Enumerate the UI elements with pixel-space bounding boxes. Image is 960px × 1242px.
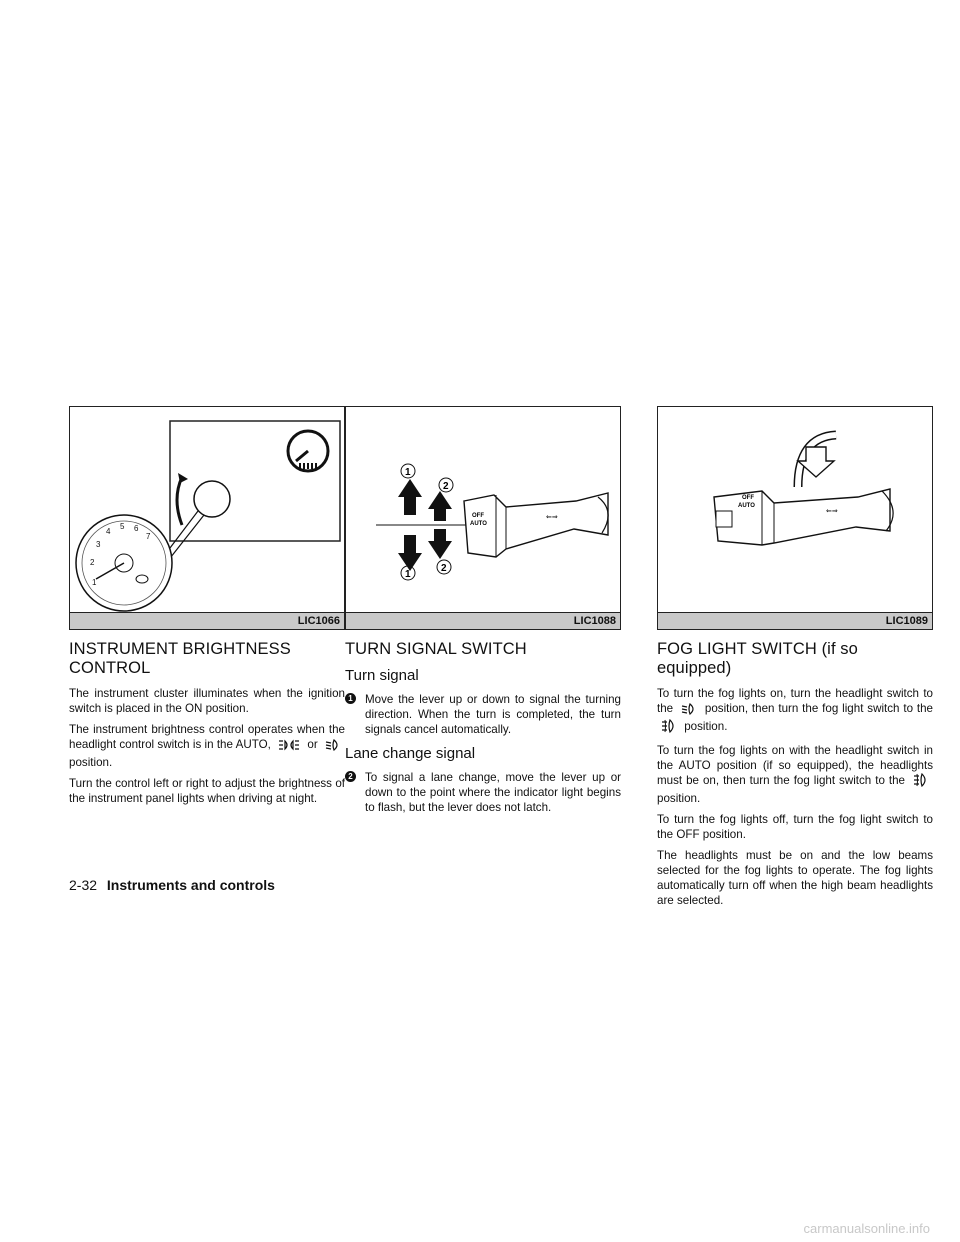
- lever-off-label: OFF: [742, 495, 754, 501]
- figure-instrument-brightness: [69, 406, 345, 630]
- watermark: carmanualsonline.info: [803, 1221, 930, 1236]
- page-footer: [69, 877, 275, 893]
- paragraph: Turn the control left or right to adjust the brightness of the instrument panel lights when driving at night.: [69, 777, 345, 805]
- paragraph: To turn the fog lights off, turn the fog light switch to the OFF position.: [657, 813, 933, 841]
- lever-auto-label: AUTO: [470, 521, 487, 527]
- step-2: 2 To signal a lane change, move the lever up or down to the point where the indicator light begins to flash, but the lever does not latch.: [345, 770, 621, 815]
- svg-text:7: 7: [146, 532, 151, 541]
- step-number-badge: 2: [345, 771, 356, 782]
- figure-fog-light: [657, 406, 933, 630]
- svg-text:⇐⇒: ⇐⇒: [546, 514, 558, 521]
- step-1: 1 Move the lever up or down to signal the turning direction. When the turn is completed, the turn signals cancel automatically.: [345, 692, 621, 737]
- low-beam-icon: [680, 703, 698, 719]
- svg-text:5: 5: [120, 522, 125, 531]
- paragraph: The instrument cluster illuminates when the ignition switch is placed in the ON position.: [69, 687, 345, 715]
- svg-text:⇐⇒: ⇐⇒: [826, 508, 838, 515]
- figure-code: LIC1066: [70, 612, 344, 629]
- section-title: FOG LIGHT SWITCH (if so equipped): [657, 640, 858, 677]
- svg-text:4: 4: [106, 527, 111, 536]
- brightness-illustration: [70, 407, 344, 629]
- column-turn-signal: [345, 406, 621, 823]
- page-number: 2-32: [69, 877, 98, 893]
- figure-turn-signal: [345, 406, 621, 630]
- fog-light-illustration: [658, 407, 932, 629]
- column-fog-light: [657, 406, 933, 914]
- lever-auto-label: AUTO: [738, 503, 755, 509]
- label-2-up: 2: [443, 481, 449, 492]
- figure-code: LIC1089: [658, 612, 932, 629]
- figure-code: LIC1088: [346, 612, 620, 629]
- svg-text:1: 1: [92, 578, 97, 587]
- section-title: TURN SIGNAL SWITCH: [345, 640, 527, 658]
- label-2-down: 2: [441, 563, 447, 574]
- fog-light-icon: [660, 719, 678, 737]
- section-title: INSTRUMENT BRIGHTNESS CONTROL: [69, 640, 291, 677]
- svg-text:2: 2: [90, 558, 95, 567]
- headlight-position-icon: [277, 739, 301, 755]
- paragraph-with-icons: To turn the fog lights on, turn the headlight switch to the position, then turn the fog light switch to the position.: [657, 686, 933, 737]
- turn-signal-illustration: [346, 407, 620, 629]
- paragraph-with-icons: To turn the fog lights on with the headlight switch in the AUTO position (if so equipped), the headlights must be on, then turn the fog light switch to the position.: [657, 744, 933, 805]
- lever-off-label: OFF: [472, 513, 484, 519]
- svg-text:6: 6: [134, 524, 139, 533]
- step-number-badge: 1: [345, 693, 356, 704]
- subsection-title: Lane change signal: [345, 745, 476, 762]
- paragraph: The headlights must be on and the low beams selected for the fog lights to operate. The fog lights automatically turn off when the high beam headlights are selected.: [657, 849, 933, 907]
- svg-text:3: 3: [96, 540, 101, 549]
- paragraph-with-icons: The instrument brightness control operates when the headlight control switch is in the AUTO, or position.: [69, 723, 345, 769]
- low-beam-icon: [324, 739, 342, 755]
- column-instrument-brightness: [69, 406, 345, 812]
- fog-light-icon: [912, 773, 930, 791]
- subsection-title: Turn signal: [345, 667, 419, 684]
- section-name: Instruments and controls: [106, 877, 275, 893]
- label-1-down: 1: [405, 569, 411, 580]
- label-1-up: 1: [405, 467, 411, 478]
